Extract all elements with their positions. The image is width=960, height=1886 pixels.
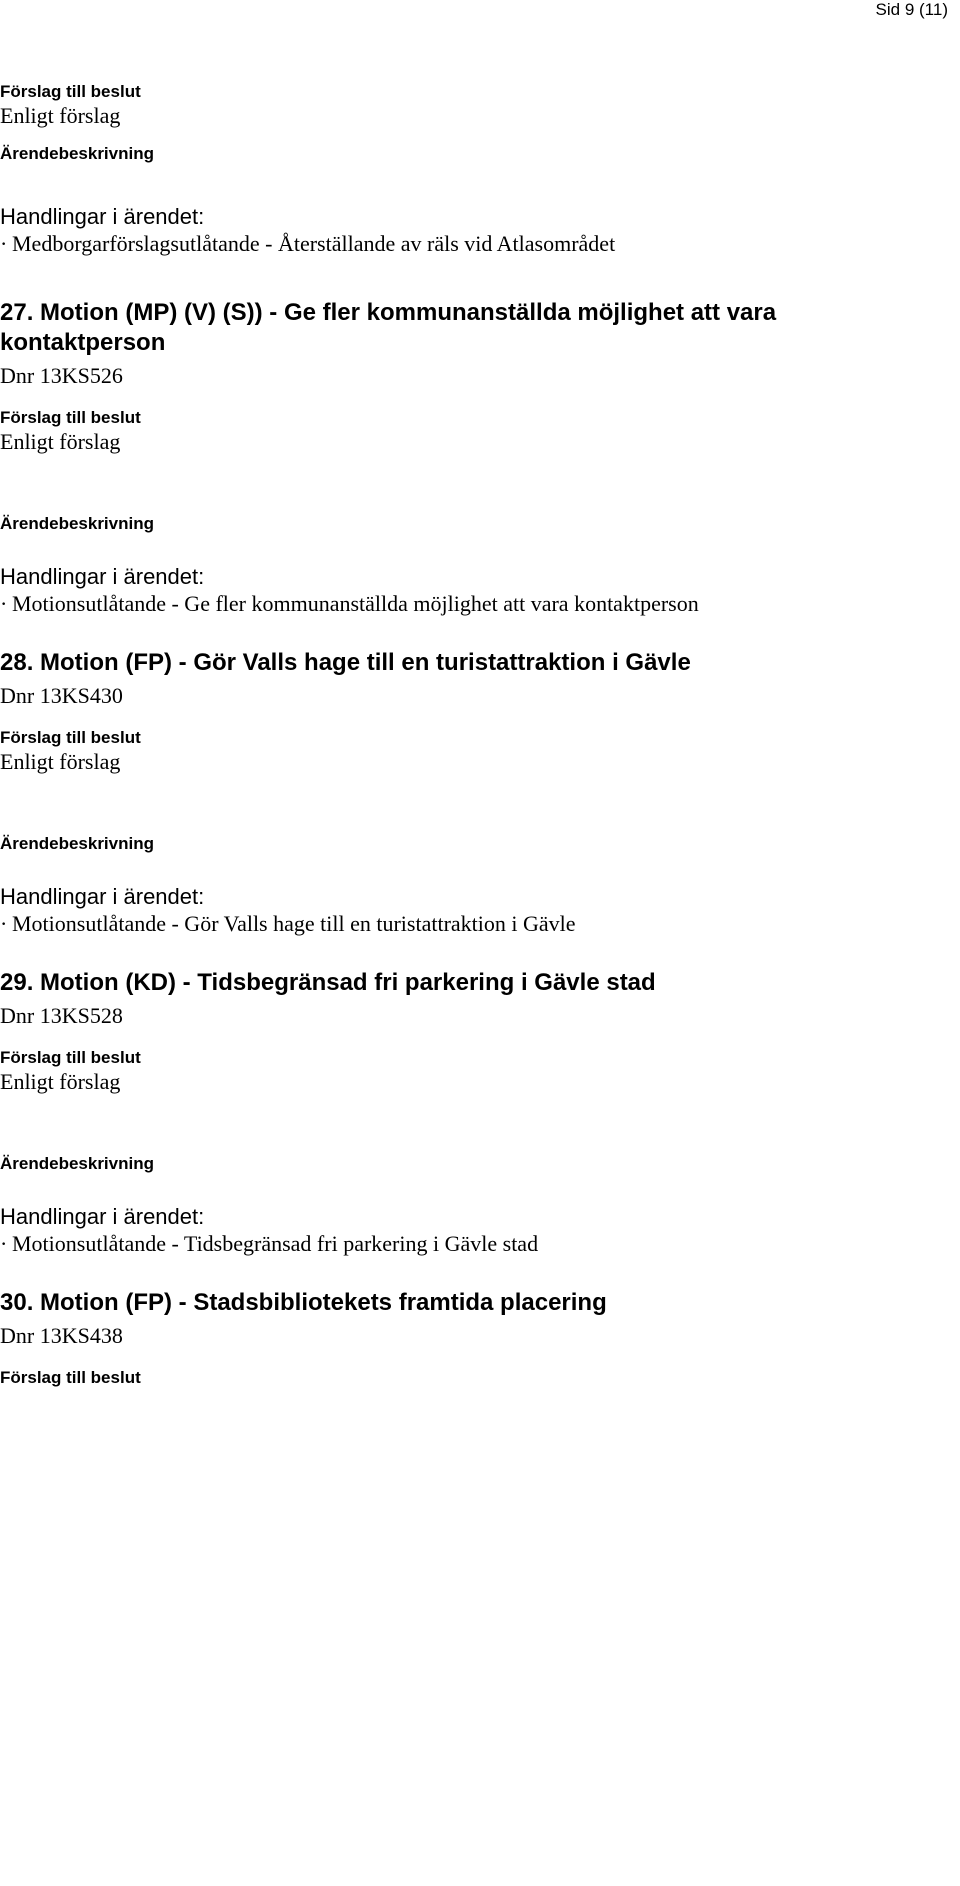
handlingar-item [0, 230, 940, 258]
agenda-item-title: 30. Motion (FP) - Stadsbibliotekets framtida placering [0, 1289, 607, 1316]
bullet-icon: · [0, 591, 8, 616]
bullet-icon: · [0, 911, 8, 936]
forslag-label: Förslag till beslut [0, 408, 141, 427]
forslag-value: Enligt förslag [0, 1069, 121, 1094]
agenda-item-27 [0, 298, 940, 618]
agenda-item-30 [0, 1288, 940, 1388]
agenda-item-title: 28. Motion (FP) - Gör Valls hage till en turistattraktion i Gävle [0, 649, 691, 676]
handlingar-item-text: Motionsutlåtande - Ge fler kommunanställda möjlighet att vara kontaktperson [12, 591, 699, 616]
forslag-value: Enligt förslag [0, 103, 121, 128]
handlingar-heading: Handlingar i ärendet: [0, 1204, 205, 1229]
agenda-item-title: 27. Motion (MP) (V) (S)) - Ge fler kommunanställda möjlighet att vara kontaktperson [0, 299, 777, 356]
dnr-number: Dnr 13KS430 [0, 683, 123, 708]
handlingar-heading: Handlingar i ärendet: [0, 884, 205, 909]
handlingar-item [0, 590, 940, 618]
dnr-number: Dnr 13KS528 [0, 1003, 123, 1028]
bullet-icon: · [0, 231, 8, 256]
dnr-number: Dnr 13KS526 [0, 363, 123, 388]
forslag-label: Förslag till beslut [0, 82, 141, 101]
forslag-value: Enligt förslag [0, 429, 121, 454]
forslag-label: Förslag till beslut [0, 728, 141, 747]
page-number: Sid 9 (11) [875, 0, 948, 19]
handlingar-item-text: Motionsutlåtande - Gör Valls hage till en turistattraktion i Gävle [12, 911, 576, 936]
handlingar-item [0, 910, 940, 938]
arende-label: Ärendebeskrivning [0, 514, 154, 533]
bullet-icon: · [0, 1231, 8, 1256]
handlingar-item-text: Motionsutlåtande - Tidsbegränsad fri parkering i Gävle stad [12, 1231, 539, 1256]
agenda-item-title: 29. Motion (KD) - Tidsbegränsad fri parkering i Gävle stad [0, 969, 656, 996]
arende-label: Ärendebeskrivning [0, 834, 154, 853]
forslag-label: Förslag till beslut [0, 1048, 141, 1067]
handlingar-item [0, 1230, 940, 1258]
arende-label: Ärendebeskrivning [0, 144, 154, 163]
agenda-item-29 [0, 968, 940, 1258]
forslag-value: Enligt förslag [0, 749, 121, 774]
dnr-number: Dnr 13KS438 [0, 1323, 123, 1348]
intro-section [0, 82, 940, 258]
document-content [0, 82, 940, 1388]
forslag-label: Förslag till beslut [0, 1368, 141, 1387]
agenda-item-28 [0, 648, 940, 938]
handlingar-item-text: Medborgarförslagsutlåtande - Återställande av räls vid Atlasområdet [12, 231, 616, 256]
handlingar-heading: Handlingar i ärendet: [0, 564, 205, 589]
handlingar-heading: Handlingar i ärendet: [0, 204, 205, 229]
arende-label: Ärendebeskrivning [0, 1154, 154, 1173]
